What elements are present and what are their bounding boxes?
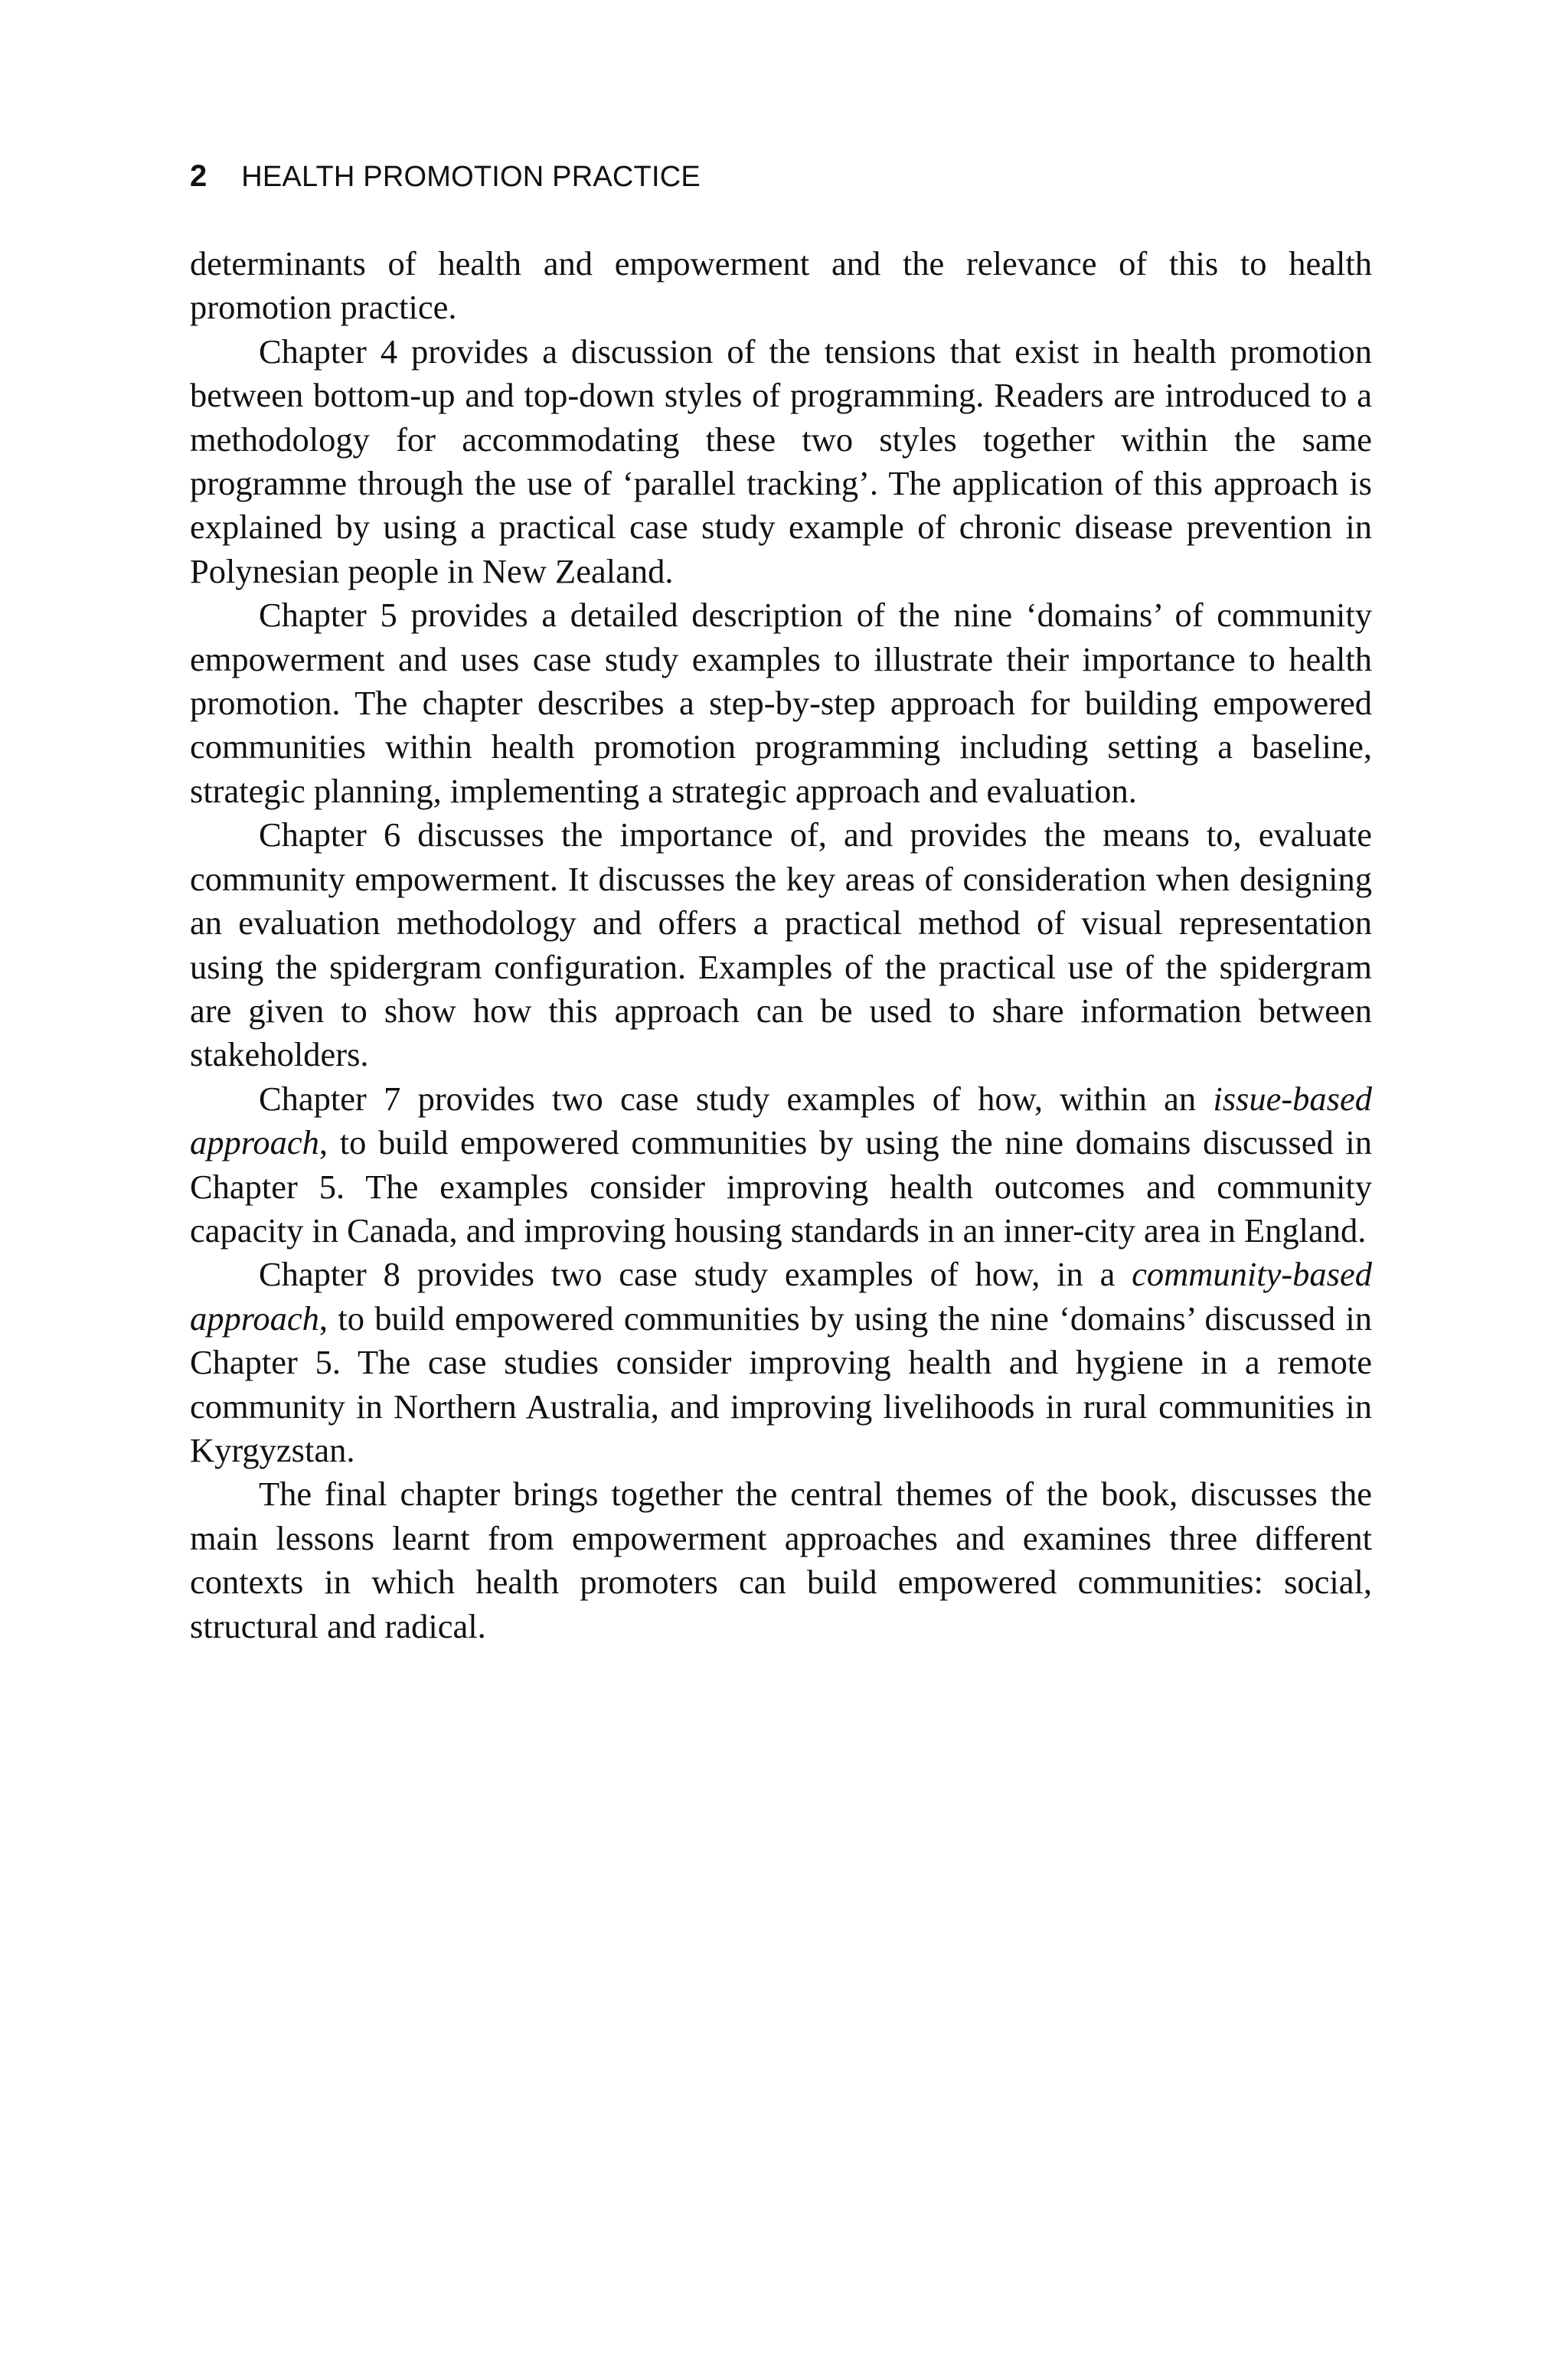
page-number: 2 bbox=[190, 159, 207, 193]
text-segment: Chapter 6 discusses the importance of, and provides the means to, evaluate community empowerment. It discusses the key areas of consideration when designing an evaluation methodology and offers a practical method of visual representation using the spidergram configuration. Examples of the practical use of the spidergram are given to show how this approach can be used to share information between stakeholders. bbox=[190, 815, 1372, 1074]
paragraph-final-chapter bbox=[190, 1472, 1372, 1648]
text-segment: Chapter 5 provides a detailed description of the nine ‘domains’ of community empowerment and uses case study examples to illustrate their importance to health promotion. The chapter describes a step-by-step approach for building empowered communities within health promotion programming including setting a baseline, strategic planning, implementing a strategic approach and evaluation. bbox=[190, 596, 1372, 810]
text-segment: The final chapter brings together the central themes of the book, discusses the main lessons learnt from empowerment approaches and examines three different contexts in which health promoters can build empowered communities: social, structural and radical. bbox=[190, 1475, 1372, 1645]
text-segment: Chapter 7 provides two case study examples of how, within an bbox=[259, 1079, 1214, 1118]
paragraph-chapter-8 bbox=[190, 1253, 1372, 1472]
running-head bbox=[190, 158, 701, 195]
italic-term: issue-based approach bbox=[190, 1079, 1372, 1162]
body-text bbox=[190, 242, 1372, 1648]
paragraph-intro-continuation bbox=[190, 242, 1372, 330]
italic-term: community-based approach bbox=[190, 1255, 1372, 1338]
text-segment: , to build empowered communities by using the nine ‘domains’ discussed in Chapter 5. The case studies consider improving health and hygiene in a remote community in Northern Australia, and improving livelihoods in rural communities in Kyrgyzstan. bbox=[190, 1299, 1372, 1469]
text-segment: , to build empowered communities by using the nine domains discussed in Chapter 5. The examples consider improving health outcomes and community capacity in Canada, and improving housing standards in an inner-city area in England. bbox=[190, 1123, 1372, 1250]
paragraph-chapter-6 bbox=[190, 813, 1372, 1076]
running-title: HEALTH PROMOTION PRACTICE bbox=[241, 161, 701, 193]
paragraph-chapter-7 bbox=[190, 1077, 1372, 1253]
paragraph-chapter-5 bbox=[190, 593, 1372, 813]
text-segment: determinants of health and empowerment and the relevance of this to health promotion practice. bbox=[190, 244, 1372, 327]
text-segment: Chapter 4 provides a discussion of the tensions that exist in health promotion between bottom-up and top-down styles of programming. Readers are introduced to a methodology for accommodating these two styles together within the same programme through the use of ‘parallel tracking’. The application of this approach is explained by using a practical case study example of chronic disease prevention in Polynesian people in New Zealand. bbox=[190, 332, 1372, 590]
paragraph-chapter-4 bbox=[190, 330, 1372, 593]
text-segment: Chapter 8 provides two case study examples of how, in a bbox=[259, 1255, 1132, 1294]
